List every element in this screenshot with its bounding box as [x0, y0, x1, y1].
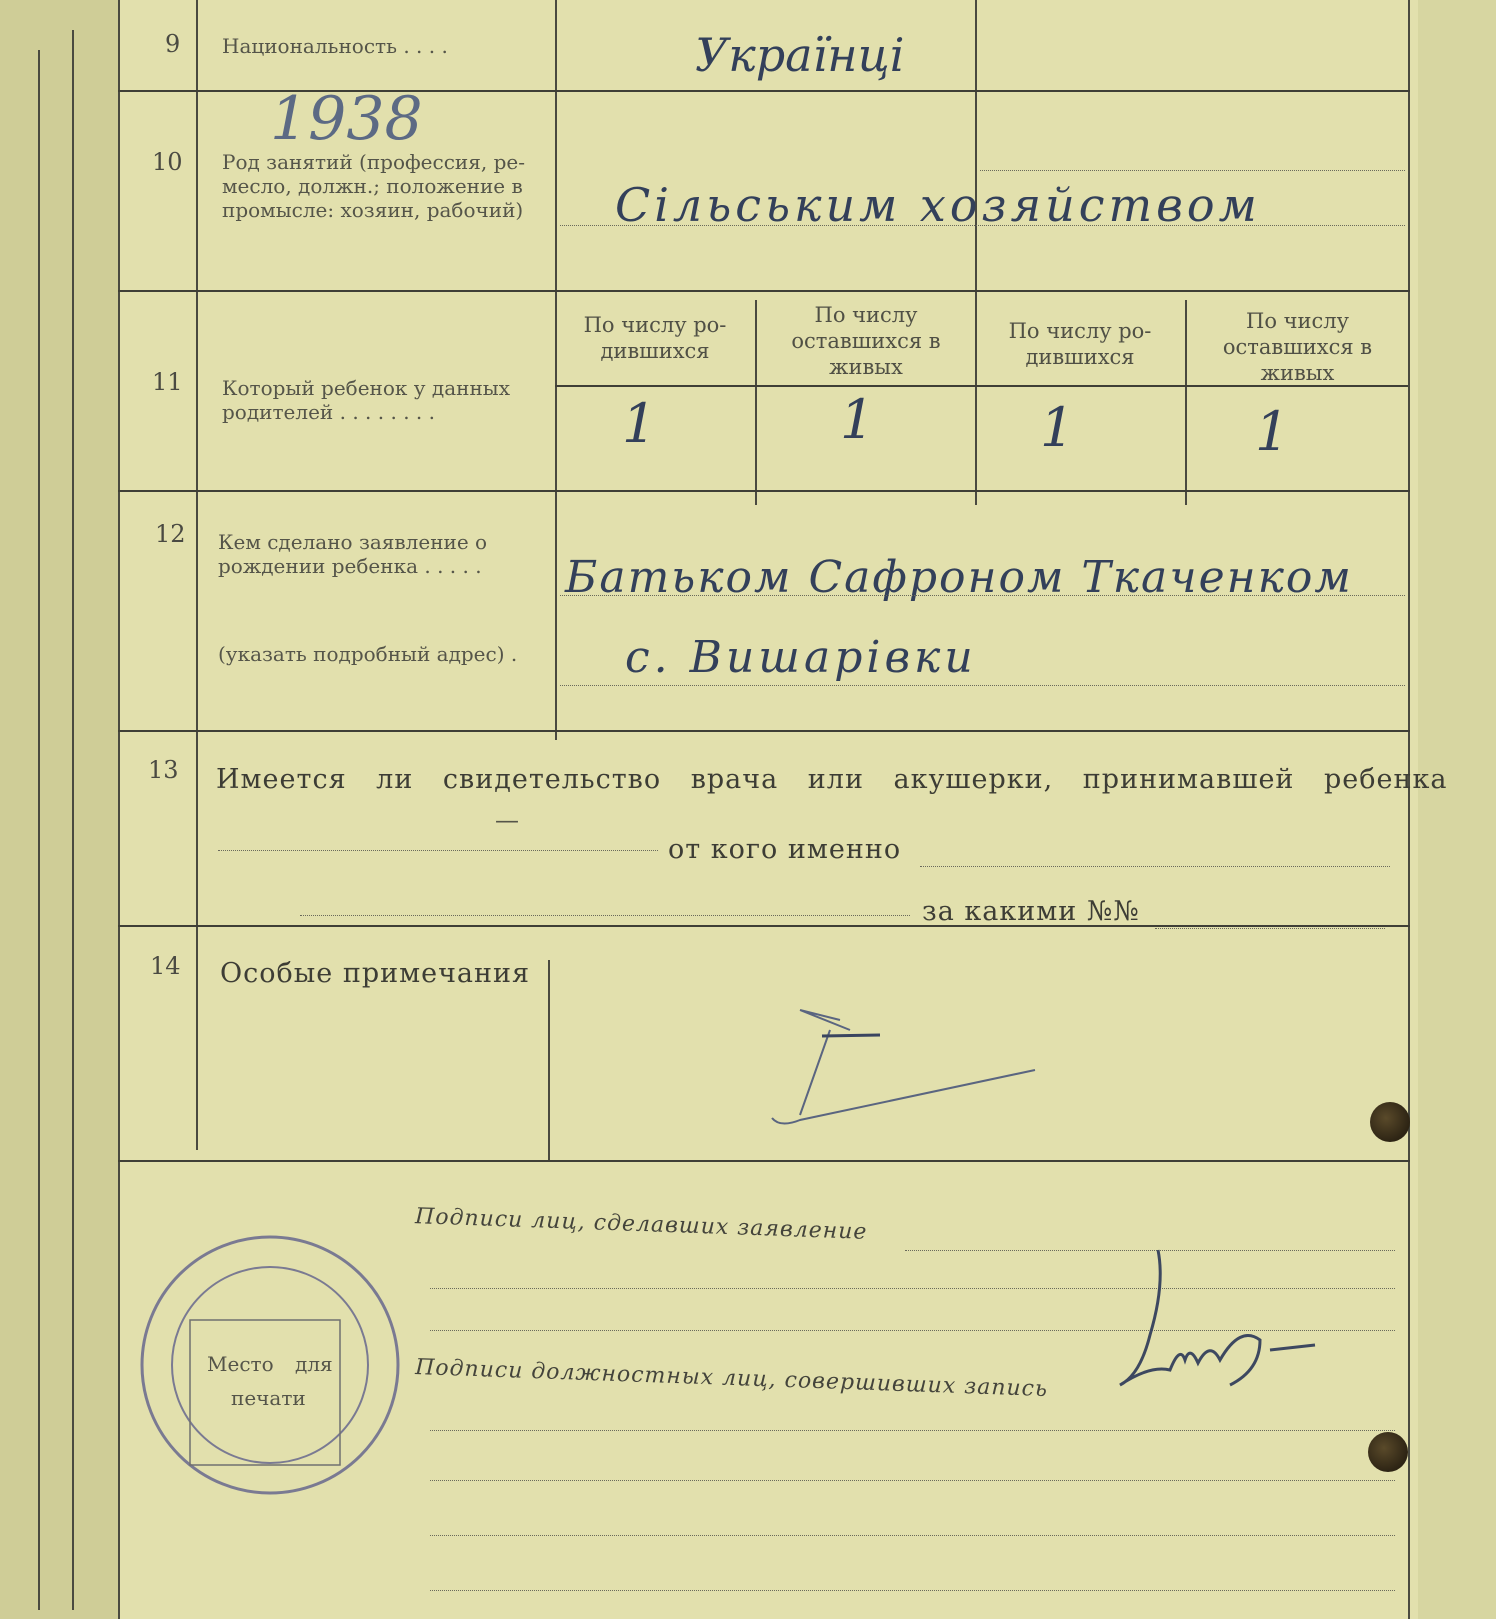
rule [118, 730, 1410, 732]
register-note: 1938 [270, 84, 423, 154]
binding-hole [1368, 1432, 1408, 1472]
born-count-2: 1 [1040, 396, 1075, 459]
declarant-value: Батьком Сафроном Ткаченком [565, 552, 1353, 603]
from-whom-label: от кого именно [668, 834, 902, 865]
value-col-divider-14 [548, 960, 550, 1160]
child-order-label-line1: Который ребенок у данных [222, 376, 510, 400]
fill-line [1155, 928, 1385, 929]
row-number-13: 13 [148, 756, 179, 784]
address-label: (указать подробный адрес) . [218, 642, 518, 666]
occupation-label-line3: промысле: хозяин, рабочий) [222, 198, 524, 222]
child-order-label-line2: родителей . . . . . . . . [222, 400, 435, 424]
row-number-14: 14 [150, 952, 181, 980]
row-number-11: 11 [152, 368, 183, 396]
margin-line [38, 50, 40, 1610]
fill-line [560, 225, 1405, 226]
fill-line [560, 595, 1405, 596]
occupation-label-line1: Род занятий (профессия, ре- [222, 150, 525, 174]
alive-count-1: 1 [840, 388, 875, 451]
margin-line [72, 30, 74, 1610]
born-count-1: 1 [622, 392, 657, 455]
stamp-text-line1: Место [207, 1352, 274, 1376]
fill-line [218, 850, 658, 851]
left-page-strip [0, 0, 118, 1619]
stamp-text-line3: печати [231, 1386, 306, 1410]
alive-count-2: 1 [1255, 400, 1290, 463]
certificate-question: Имеется ли свидетельство врача или акушерки, принимавшей ребенка [216, 764, 1448, 795]
rule [118, 490, 1410, 492]
declarant-label-line1: Кем сделано заявление о [218, 530, 488, 554]
applicants-signature-label: Подписи лиц, сделавших заявление [414, 1204, 868, 1245]
binding-hole [1370, 1102, 1410, 1142]
occupation-value: Сільським хозяйством [615, 178, 1261, 232]
fill-line [980, 170, 1405, 171]
frame-left [118, 0, 120, 1619]
col-header-alive-2: По числу оставшихся в живых [1222, 309, 1373, 385]
row-number-12: 12 [155, 520, 186, 548]
fill-line [560, 685, 1405, 686]
nationality-label: Национальность . . . . [222, 34, 448, 58]
col-header-born-1: По числу ро- дившихся [583, 313, 727, 363]
officials-signature-label: Подписи должностных лиц, совершивших запись [414, 1354, 1049, 1403]
signature-line [430, 1430, 1395, 1431]
rule [118, 925, 1410, 927]
frame-right [1408, 0, 1410, 1619]
special-notes-label: Особые примечания [220, 958, 531, 989]
col-header-alive-1: По числу оставшихся в живых [791, 303, 941, 379]
official-handwritten-signature [1110, 1245, 1340, 1405]
official-seal-stamp [135, 1230, 405, 1500]
sub-col-divider [1185, 300, 1187, 505]
declarant-label-line2: рождении ребенка . . . . . [218, 554, 482, 578]
signature-line [430, 1590, 1395, 1591]
rule [118, 290, 1410, 292]
row-number-9: 9 [165, 30, 181, 58]
col-header-born-2: По числу ро- дившихся [1008, 319, 1152, 369]
row-number-10: 10 [152, 148, 183, 176]
declarant-address-value: с. Вишарівки [625, 632, 977, 683]
occupation-label-line2: месло, должн.; положение в [222, 174, 523, 198]
sub-col-divider [755, 300, 757, 505]
fill-line [300, 915, 910, 916]
frame-col-divider [196, 0, 198, 1150]
fill-line [920, 866, 1390, 867]
mid-col-divider [975, 0, 977, 505]
numbers-label: за какими №№ [922, 896, 1140, 927]
stamp-text-line2: для [295, 1352, 333, 1376]
special-notes-dash-mark [760, 1000, 1040, 1140]
nationality-value: Українці [695, 28, 905, 82]
rule [118, 1160, 1410, 1162]
signature-line [430, 1535, 1395, 1536]
signature-line [430, 1480, 1395, 1481]
certificate-dash: — [495, 806, 519, 834]
value-col-divider [555, 0, 557, 740]
